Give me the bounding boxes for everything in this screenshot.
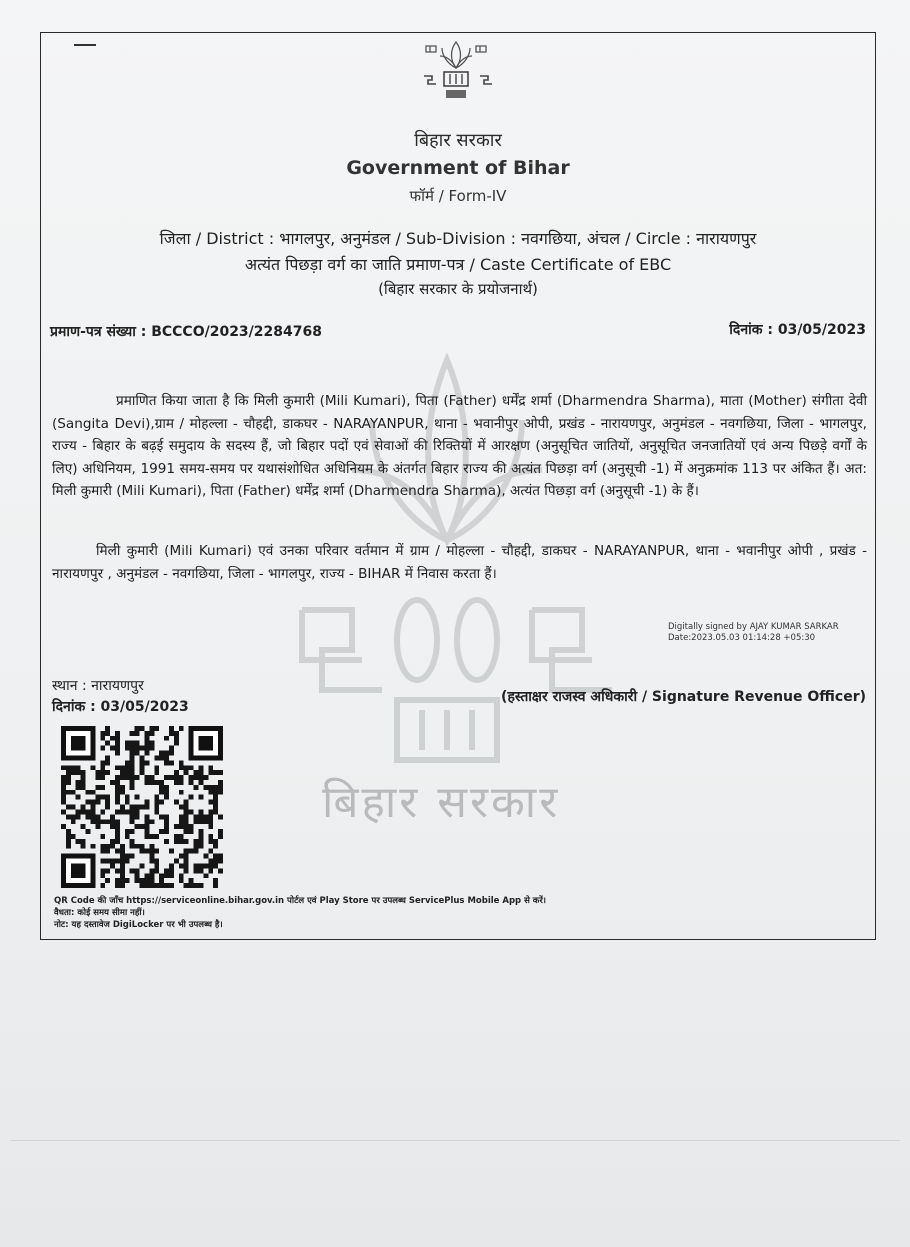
certificate-paragraph-1: प्रमाणित किया जाता है कि मिली कुमारी (Mili Kumari), पिता (Father) धर्मेंद्र शर्मा (Dharmendra Sharma), माता (Mother) संगीता देवी (Sangita Devi),ग्राम / मोहल्ला - चौहद्दी, डाकघर - NARAYANPUR, थाना - भवानीपुर ओपी, प्रखंड - नारायणपुर, अनुमंडल - नवगछिया, जिला - भागलपुर, राज्य - बिहार के बढ़ई समुदाय के सदस्य हैं, जो बिहार पदों एवं सेवाओं की रिक्तियों में आरक्षण (अनुसूचित जातियों, अनुसूचित जनजातियों एवं अन्य पिछड़े वर्गों के लिए) अधिनियम, 1991 समय-समय पर यथासंशोधित अधिनियम के अंतर्गत बिहार राज्य की अत्यंत पिछड़ा वर्ग (अनुसूची -1) में अनुक्रमांक 113 पर अंकित हैं। अत: मिली कुमारी (Mili Kumari), पिता (Father) धर्मेंद्र शर्मा (Dharmendra Sharma), अत्यंत पिछड़ा वर्ग (अनुसूची -1) के हैं। xyxy=(52,393,867,499)
footer-notes xyxy=(54,895,546,931)
bihar-emblem-icon xyxy=(420,38,492,106)
watermark-text: बिहार सरकार xyxy=(322,777,561,828)
header-hindi-government: बिहार सरकार xyxy=(414,130,502,151)
certificate-purpose: (बिहार सरकार के प्रयोजनार्थ) xyxy=(378,280,538,298)
signature-officer: (हस्ताक्षर राजस्व अधिकारी / Signature Revenue Officer) xyxy=(501,689,866,705)
district-line: जिला / District : भागलपुर, अनुमंडल / Sub-Division : नवगछिया, अंचल / Circle : नारायणपुर xyxy=(159,229,757,248)
certificate-paragraph-2: मिली कुमारी (Mili Kumari) एवं उनका परिवार वर्तमान में ग्राम / मोहल्ला - चौहद्दी, डाकघर - NARAYANPUR, थाना - भवानीपुर ओपी , प्रखंड - नारायणपुर , अनुमंडल - नवगछिया, जिला - भागलपुर, राज्य - BIHAR में निवास करता हैं। xyxy=(52,543,867,582)
digital-signature xyxy=(668,622,839,644)
place-and-date xyxy=(52,676,189,718)
certificate-title: अत्यंत पिछड़ा वर्ग का जाति प्रमाण-पत्र / Caste Certificate of EBC xyxy=(244,255,672,274)
issue-date: दिनांक : 03/05/2023 xyxy=(729,322,866,338)
digilocker-note: नोट: यह दस्तावेज DigiLocker पर भी उपलब्ध है। xyxy=(54,920,223,930)
digital-signature-name: Digitally signed by AJAY KUMAR SARKAR xyxy=(668,622,839,632)
pen-mark xyxy=(74,44,96,46)
place-label: स्थान : नारायणपुर xyxy=(52,678,144,694)
certificate-number: प्रमाण-पत्र संख्या : BCCCO/2023/2284768 xyxy=(50,324,322,340)
digital-signature-date: Date:2023.05.03 01:14:28 +05:30 xyxy=(668,633,816,643)
qr-verification-note: QR Code की जाँच https://serviceonline.bihar.gov.in पोर्टल एवं Play Store पर उपलब्ध ServicePlus Mobile App से करें। xyxy=(54,896,547,906)
header-government-of-bihar: Government of Bihar xyxy=(346,157,570,179)
footer-date: दिनांक : 03/05/2023 xyxy=(52,699,189,715)
validity-note: वैधता: कोई समय सीमा नहीं। xyxy=(54,908,145,918)
qr-code-icon[interactable] xyxy=(58,726,226,888)
form-number: फॉर्म / Form-IV xyxy=(409,187,507,205)
paper-fold xyxy=(10,1140,900,1141)
